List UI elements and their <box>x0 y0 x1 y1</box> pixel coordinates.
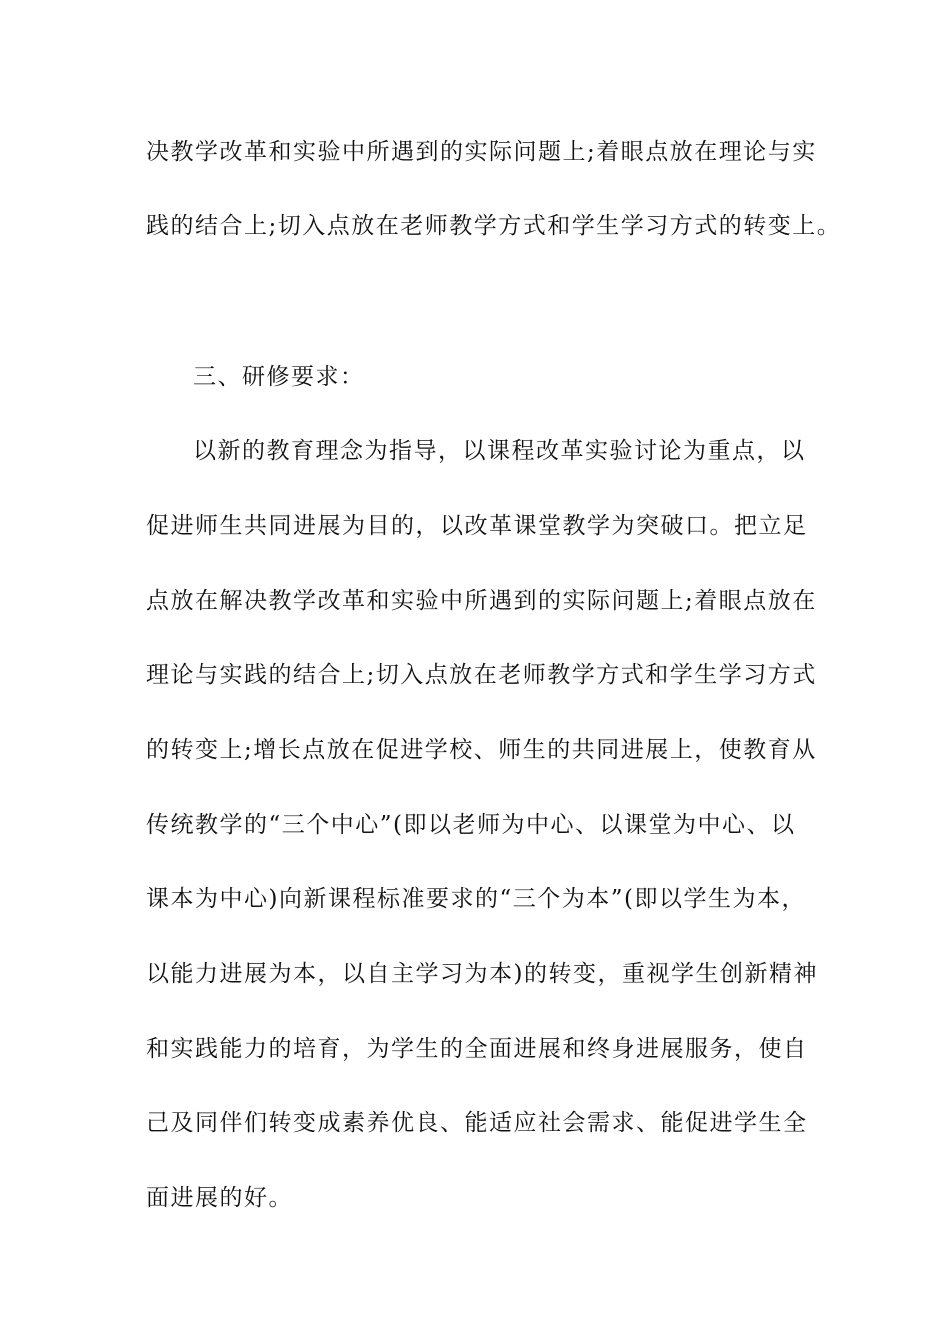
paragraph-line-8: 以能力进展为本，以自主学习为本)的转变，重视学生创新精神 <box>146 961 818 987</box>
paragraph-line-11: 面进展的好。 <box>146 1185 293 1211</box>
paragraph-line-9: 和实践能力的培育，为学生的全面进展和终身进展服务，使自 <box>146 1036 808 1062</box>
paragraph-line-2: 促进师生共同进展为目的，以改革课堂教学为突破口。把立足 <box>146 513 808 539</box>
paragraph-line-6: 传统教学的“三个中心”(即以老师为中心、以课堂为中心、以 <box>146 812 796 838</box>
paragraph-line-4: 理论与实践的结合上;切入点放在老师教学方式和学生学习方式 <box>146 662 817 688</box>
continuation-line-1: 决教学改革和实验中所遇到的实际问题上;着眼点放在理论与实 <box>146 139 817 165</box>
paragraph-line-7: 课本为中心)向新课程标准要求的“三个为本”(即以学生为本， <box>146 886 806 912</box>
section-heading: 三、研修要求： <box>193 364 365 390</box>
paragraph-line-1: 以新的教育理念为指导，以课程改革实验讨论为重点，以 <box>193 438 806 464</box>
paragraph-line-5: 的转变上;增长点放在促进学校、师生的共同进展上，使教育从 <box>146 737 817 763</box>
paragraph-line-3: 点放在解决教学改革和实验中所遇到的实际问题上;着眼点放在 <box>146 588 817 614</box>
paragraph-line-10: 己及同伴们转变成素养优良、能适应社会需求、能促进学生全 <box>146 1110 808 1136</box>
continuation-line-2: 践的结合上;切入点放在老师教学方式和学生学习方式的转变上。 <box>146 213 842 239</box>
